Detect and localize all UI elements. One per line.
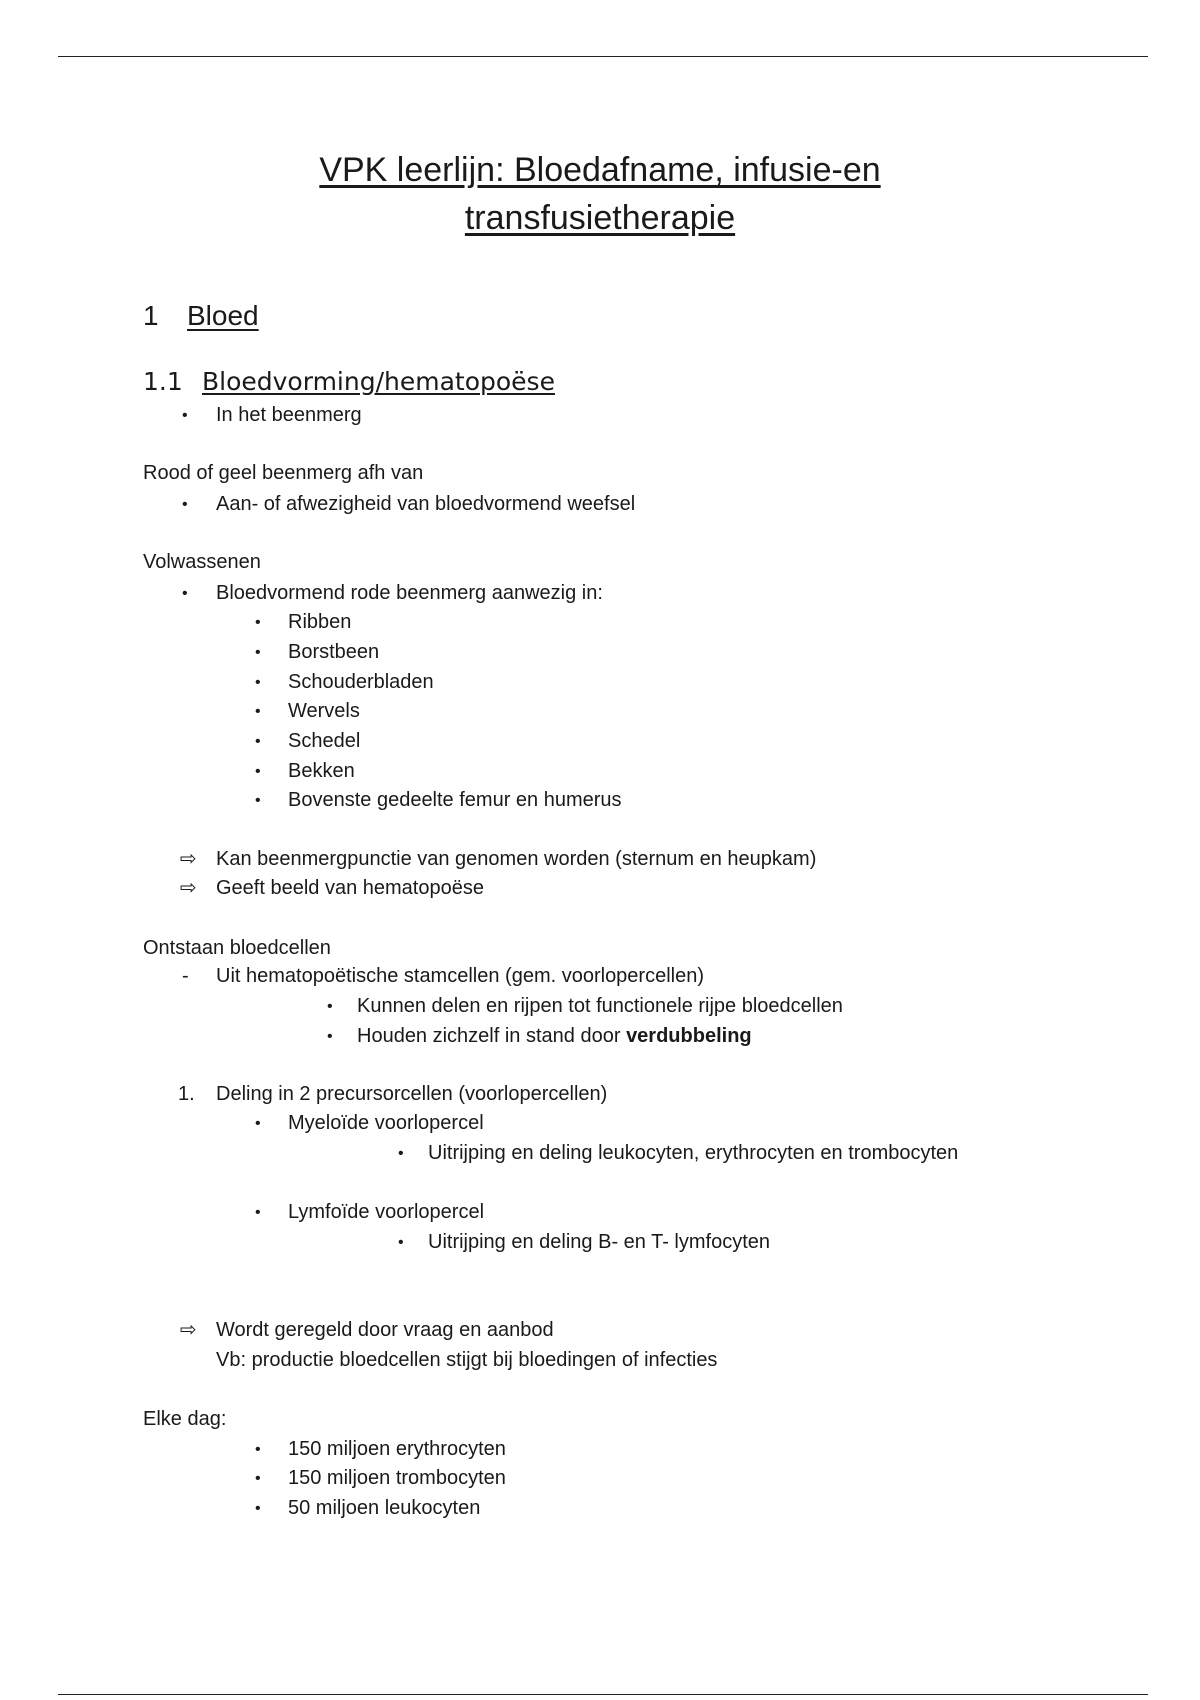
list-item: Lymfoïde voorlopercel xyxy=(288,1201,485,1223)
list-item: Uitrijping en deling B- en T- lymfocyten xyxy=(428,1231,771,1253)
list-item: Wordt geregeld door vraag en aanbod xyxy=(216,1319,554,1341)
list-item: Schouderbladen xyxy=(288,671,434,693)
bullet-marker: • xyxy=(255,614,261,631)
list-item: Geeft beeld van hematopoëse xyxy=(216,877,484,899)
list-item: 150 miljoen erythrocyten xyxy=(288,1438,506,1460)
heading-1-1-text: Bloedvorming/hematopoëse xyxy=(202,367,555,396)
emphasis-text: verdubbeling xyxy=(626,1025,752,1047)
bullet-marker: • xyxy=(182,407,188,424)
bullet-marker: • xyxy=(255,1500,261,1517)
list-item: Schedel xyxy=(288,730,361,752)
list-item-text: Houden zichzelf in stand door xyxy=(357,1025,627,1047)
heading-1-number: 1 xyxy=(143,300,159,331)
paragraph: Volwassenen xyxy=(143,551,261,573)
list-item: Uitrijping en deling leukocyten, erythrocyten en trombocyten xyxy=(428,1142,959,1164)
list-item: In het beenmerg xyxy=(216,404,362,426)
heading-1-text: Bloed xyxy=(187,300,259,331)
title-line-2: transfusietherapie xyxy=(464,199,736,237)
bullet-marker: • xyxy=(255,763,261,780)
list-item-note: Vb: productie bloedcellen stijgt bij bloedingen of infecties xyxy=(216,1349,718,1371)
bullet-marker: • xyxy=(182,585,188,602)
arrow-icon: ⇨ xyxy=(180,877,197,899)
list-item: 150 miljoen trombocyten xyxy=(288,1467,506,1489)
list-item: Ribben xyxy=(288,611,352,633)
heading-1-1-number: 1.1 xyxy=(143,367,183,396)
list-item xyxy=(357,1022,752,1050)
bullet-marker: • xyxy=(398,1145,404,1162)
list-item: Kunnen delen en rijpen tot functionele rijpe bloedcellen xyxy=(357,995,843,1017)
bullet-marker: • xyxy=(398,1234,404,1251)
bullet-marker: • xyxy=(327,998,333,1015)
bullet-marker: • xyxy=(182,496,188,513)
list-item: Deling in 2 precursorcellen (voorlopercellen) xyxy=(216,1083,608,1105)
bullet-marker: • xyxy=(255,1204,261,1221)
footer-rule xyxy=(58,1694,1148,1695)
list-item: Borstbeen xyxy=(288,641,380,663)
arrow-icon: ⇨ xyxy=(180,848,197,870)
paragraph: Ontstaan bloedcellen xyxy=(143,937,331,959)
document-title xyxy=(0,146,1200,242)
arrow-icon: ⇨ xyxy=(180,1319,197,1341)
dash-marker: - xyxy=(182,965,189,987)
bullet-marker: • xyxy=(255,644,261,661)
list-item: Uit hematopoëtische stamcellen (gem. voorlopercellen) xyxy=(216,965,705,987)
bullet-marker: • xyxy=(255,703,261,720)
bullet-marker: • xyxy=(255,733,261,750)
title-line-1: VPK leerlijn: Bloedafname, infusie-en xyxy=(319,151,881,189)
list-item: Kan beenmergpunctie van genomen worden (sternum en heupkam) xyxy=(216,848,817,870)
bullet-marker: • xyxy=(327,1028,333,1045)
list-item: 50 miljoen leukocyten xyxy=(288,1497,481,1519)
list-item: Bloedvormend rode beenmerg aanwezig in: xyxy=(216,582,603,604)
list-item: Wervels xyxy=(288,700,360,722)
paragraph: Rood of geel beenmerg afh van xyxy=(143,462,424,484)
bullet-marker: • xyxy=(255,792,261,809)
list-item: Aan- of afwezigheid van bloedvormend weefsel xyxy=(216,493,636,515)
bullet-marker: • xyxy=(255,1441,261,1458)
number-marker: 1. xyxy=(178,1083,195,1105)
bullet-marker: • xyxy=(255,1115,261,1132)
header-rule xyxy=(58,56,1148,57)
bullet-marker: • xyxy=(255,674,261,691)
list-item: Bekken xyxy=(288,760,355,782)
list-item: Bovenste gedeelte femur en humerus xyxy=(288,789,622,811)
list-item: Myeloïde voorlopercel xyxy=(288,1112,484,1134)
heading-1 xyxy=(143,298,259,334)
paragraph: Elke dag: xyxy=(143,1408,227,1430)
bullet-marker: • xyxy=(255,1470,261,1487)
heading-1-1 xyxy=(143,366,555,398)
